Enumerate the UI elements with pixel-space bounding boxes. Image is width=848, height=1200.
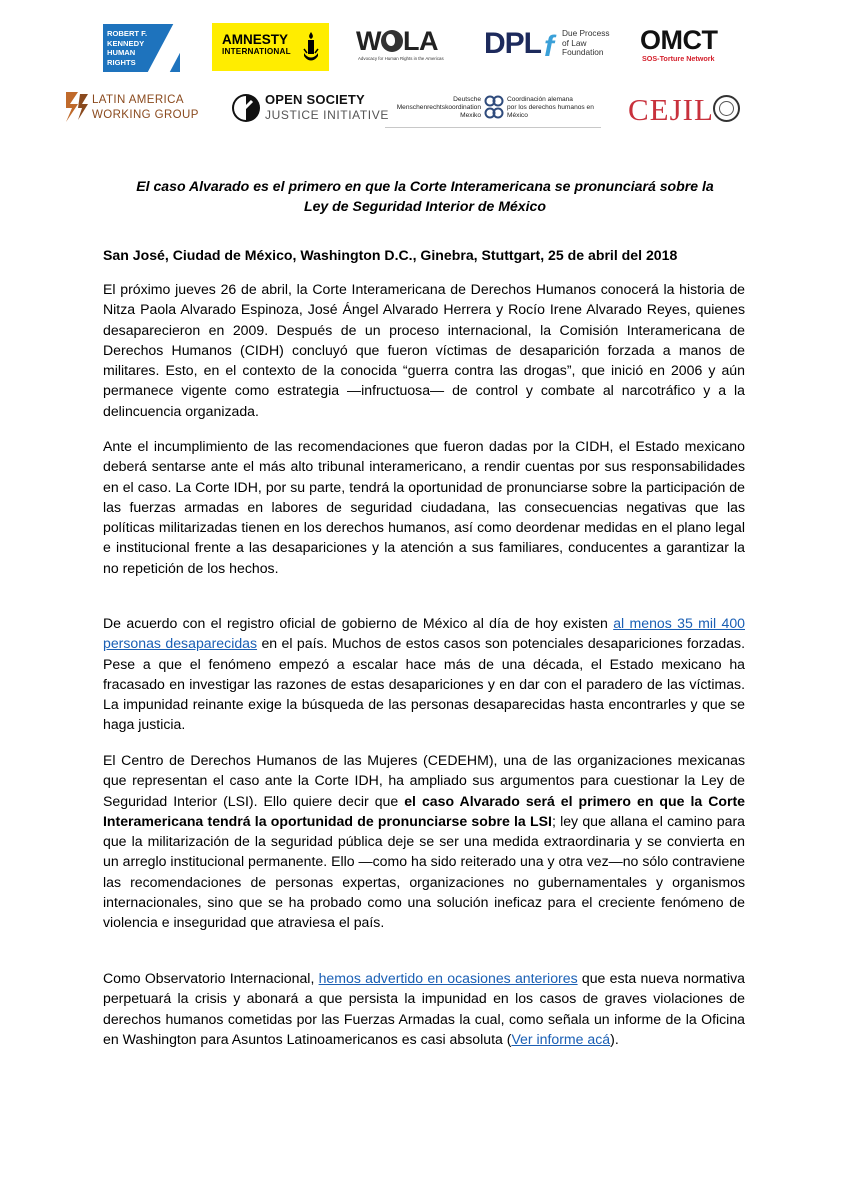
lawg-line1: LATIN AMERICA: [92, 94, 184, 106]
dmk-spanish-line: México: [507, 112, 528, 120]
document-title-line2: Ley de Seguridad Interior de México: [303, 198, 546, 214]
dmk-spanish-line: Coordinación alemana: [507, 96, 573, 103]
rfk-logo-line: RIGHTS: [107, 57, 136, 67]
rfk-logo-line: KENNEDY: [107, 38, 145, 48]
dplf-logo: [484, 26, 620, 70]
lawg-logo: [64, 88, 214, 128]
paragraph-5: [103, 968, 745, 1049]
omct-tagline: SOS-Torture Network: [642, 54, 715, 63]
cejil-logo: [628, 92, 742, 128]
dmk-german-name: [391, 96, 481, 121]
dmk-german-line: Menschenrechtskoordination: [396, 104, 481, 112]
document-title: [103, 176, 747, 216]
candle-icon: [303, 31, 319, 63]
globe-icon: [381, 30, 403, 52]
dmk-logo: [385, 92, 601, 128]
dmk-german-line: Deutsche: [453, 96, 481, 103]
dplf-subtitle-line: of Law: [562, 37, 587, 48]
rfk-human-rights-logo: [103, 24, 180, 72]
wola-wordmark: [356, 26, 460, 56]
osji-logo: [231, 91, 389, 129]
dplf-wordmark: DPL: [484, 27, 541, 60]
omct-logo: [640, 26, 726, 70]
wola-logo: [356, 26, 460, 68]
desaparecidas-registry-link[interactable]: al menos 35 mil 400 personas desaparecidas: [103, 615, 745, 652]
dmk-emblem-icon: [484, 95, 504, 123]
dmk-spanish-line: por los derechos humanos en: [507, 104, 594, 112]
dateline: San José, Ciudad de México, Washington D.C., Ginebra, Stuttgart, 25 de abril del 2018: [103, 247, 678, 263]
paragraph-3-text: en el país. Muchos de estos casos son potenciales desapariciones forzadas. Pese a que el fenómeno empezó a escalar hace más de una década, el Estado mexicano ha fracasado en investigar las razones de estas desapariciones y en dar con el paradero de las víctimas. La impunidad reinante exige la búsqueda de las personas desaparecidas hasta encontrarles y que se haga justicia.: [103, 635, 745, 733]
osji-line1: OPEN SOCIETY: [265, 92, 365, 107]
paragraph-3: [103, 613, 745, 735]
amnesty-logo-line1: AMNESTY: [222, 32, 289, 47]
omct-wordmark: OMCT: [640, 25, 718, 55]
paragraph-4-bold-text: el caso Alvarado será el primero en que la Corte Interamericana tendrá la oportunidad de pronunciarse sobre la LSI: [103, 792, 745, 829]
rfk-logo-line: HUMAN: [107, 48, 136, 57]
paragraph-1: El próximo jueves 26 de abril, la Corte Interamericana de Derechos Humanos conocerá la historia de Nitza Paola Alvarado Espinoza, José Ángel Alvarado Herrera y Rocío Irene Alvarado Reyes, quienes desaparecieron en 2009. Después de un proceso internacional, la Comisión Interamericana de Derechos Humanos (CIDH) concluyó que fueron víctimas de desaparición forzada a manos de militares. Esto, en el contexto de la conocida “guerra contra las drogas”, que inició en 2006 y aún permanece vigente como estrategia —infructuosa— de control y combate al narcotráfico y a la delincuencia organizada.: [103, 281, 745, 419]
paragraph-4: [103, 750, 745, 933]
amnesty-logo-line2: INTERNATIONAL: [222, 47, 291, 56]
amnesty-international-logo: [212, 23, 329, 71]
wola-wordmark-right: LA: [402, 26, 438, 56]
lawg-emblem-icon: [64, 90, 90, 124]
paragraph-5-text: Como Observatorio Internacional,: [103, 970, 319, 986]
dplf-wordmark-f: f: [544, 30, 554, 63]
paragraph-3-text: De acuerdo con el registro oficial de gobierno de México al día de hoy existen: [103, 615, 614, 631]
seal-icon: [713, 95, 740, 122]
dplf-subtitle: [562, 29, 610, 58]
paragraph-2: Ante el incumplimiento de las recomendaciones que fueron dadas por la CIDH, el Estado mexicano deberá sentarse ante el más alto tribunal interamericano, a rendir cuentas por sus responsabilidades en el caso. La Corte IDH, por su parte, tendrá la oportunidad de pronunciarse sobre la participación de las fuerzas armadas en labores de seguridad ciudadana, las consecuencias negativas que las políticas militarizadas tienen en los derechos humanos, así como deordenar medidas en el plano legal e institucional frente a las desapariciones y la atención a sus familiares, conducentes a garantizar la no repetición de los hechos.: [103, 438, 745, 576]
paragraph-4-text: ; ley que allana el camino para que la militarización de la seguridad pública deje se ser una medida extraordinaria y se convierta en un arreglo institucional permanente. Ello —como ha sido reiterado una y otra vez—no sólo contraviene las recomendaciones de personas expertas, organizaciones no gubernamentales y organismos internacionales, sino que se ha probado como una solución ineficaz para el creciente fenómeno de violencia e inseguridad que atraviesa el país.: [103, 812, 745, 931]
wola-tagline: Advocacy for Human Rights in the Americas: [358, 56, 444, 61]
paragraph-5-text: que esta nueva normativa perpetuará la crisis y abonará a que persista la impunidad en los casos de graves violaciones de derechos humanos cometidas por las Fuerzas Armadas la cual, como señala un informe de la Oficina en Washington para Asuntos Latinoamericanos es casi absoluta (: [103, 970, 745, 1047]
previous-warnings-link[interactable]: hemos advertido en ocasiones anteriores: [318, 970, 578, 986]
dmk-german-line: Mexiko: [460, 112, 481, 120]
wola-wordmark-left: W: [356, 26, 381, 56]
rfk-logo-line: ROBERT F.: [107, 29, 148, 38]
osji-line2: JUSTICE INITIATIVE: [265, 108, 389, 122]
dmk-spanish-name: [507, 96, 601, 121]
lawg-line2: WORKING GROUP: [92, 109, 199, 121]
dplf-subtitle-line: Foundation: [562, 47, 604, 57]
cejil-wordmark: CEJIL: [628, 92, 714, 127]
paragraph-4-text: El Centro de Derechos Humanos de las Mujeres (CEDEHM), una de las organizaciones mexicanas que representan el caso ante la Corte IDH, ha ampliado sus argumentos para cuestionar la Ley de Seguridad Interior (LSI). Ello quiere decir que: [103, 752, 745, 809]
dplf-subtitle-line: Due Process: [562, 28, 610, 38]
document-title-line1: El caso Alvarado es el primero en que la Corte Interamericana se pronunciará sobre la: [136, 178, 714, 194]
osji-emblem-icon: [231, 93, 261, 123]
report-link[interactable]: Ver informe acá: [511, 1030, 611, 1047]
paragraph-5-text: ).: [610, 1030, 619, 1047]
